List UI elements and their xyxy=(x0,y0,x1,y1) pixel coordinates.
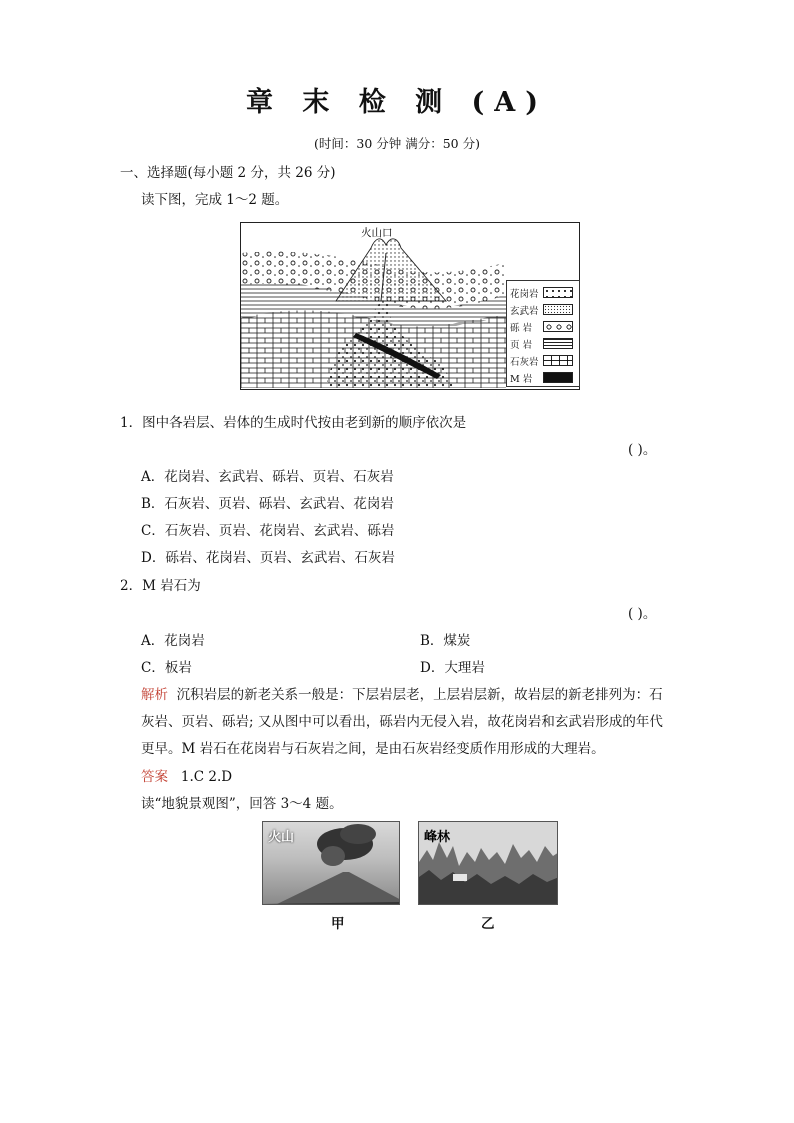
analysis-line: 更早。M 岩石在花岗岩与石灰岩之间，是由石灰岩经变质作用形成的大理岩。 xyxy=(141,741,605,757)
question-1-stem: 1．图中各岩层、岩体的生成时代按由老到新的顺序依次是 xyxy=(120,415,467,431)
legend-label: 砾 岩 xyxy=(510,323,533,334)
legend-label: 花岗岩 xyxy=(510,289,539,300)
answer-value: 1.C 2.D xyxy=(180,769,233,785)
photo-label: 火山 xyxy=(268,830,295,845)
volcano-photo xyxy=(262,821,400,905)
photo-caption: 乙 xyxy=(481,916,495,932)
exam-info: (时间：30 分钟 满分：50 分) xyxy=(314,136,480,151)
option: A．花岗岩 xyxy=(141,633,205,649)
geology-diagram xyxy=(240,222,580,390)
photo-caption: 甲 xyxy=(331,916,345,932)
legend-swatch-shale xyxy=(543,338,573,349)
option: A．花岗岩、玄武岩、砾岩、页岩、石灰岩 xyxy=(141,469,394,485)
answer-bracket: ( )。 xyxy=(628,606,657,622)
stone-forest-photo xyxy=(418,821,558,905)
legend-swatch-basalt xyxy=(543,304,573,315)
option: D．砾岩、花岗岩、页岩、玄武岩、石灰岩 xyxy=(141,550,395,566)
answer-line xyxy=(141,765,232,785)
legend-label: 页 岩 xyxy=(510,340,533,351)
legend xyxy=(506,280,580,387)
section-intro: 读“地貌景观图”，回答 3～4 题。 xyxy=(141,796,343,812)
photo-label: 峰林 xyxy=(424,830,451,845)
analysis-label: 解析 xyxy=(141,687,168,703)
option: C．石灰岩、页岩、花岗岩、玄武岩、砾岩 xyxy=(141,523,395,539)
analysis-line: 灰岩、页岩、砾岩; 又从图中可以看出，砾岩内无侵入岩，故花岗岩和玄武岩形成的年代 xyxy=(141,714,663,730)
section-intro: 读下图，完成 1～2 题。 xyxy=(141,192,289,208)
option: D．大理岩 xyxy=(420,660,485,676)
legend-swatch-limestone xyxy=(543,355,573,366)
legend-swatch-granite xyxy=(543,287,573,298)
answer-bracket: ( )。 xyxy=(628,442,657,458)
option: C．板岩 xyxy=(141,660,192,676)
analysis-line: 沉积岩层的新老关系一般是：下层岩层老，上层岩层新，故岩层的新老排列为：石 xyxy=(176,687,663,703)
legend-swatch-m-rock xyxy=(543,372,573,383)
section-heading: 一、选择题(每小题 2 分，共 26 分) xyxy=(120,165,336,181)
option: B．石灰岩、页岩、砾岩、玄武岩、花岗岩 xyxy=(141,496,394,512)
answer-label: 答案 xyxy=(141,769,168,785)
option: B．煤炭 xyxy=(420,633,471,649)
legend-label: 石灰岩 xyxy=(510,357,539,368)
legend-label: 玄武岩 xyxy=(510,306,539,317)
legend-swatch-conglomerate xyxy=(543,321,573,332)
volcano-label: 火山口 xyxy=(361,228,393,239)
question-2-stem: 2．M 岩石为 xyxy=(120,578,201,594)
analysis-paragraph xyxy=(141,683,663,703)
legend-label: M 岩 xyxy=(510,374,533,385)
page-title: 章 末 检 测 (A) xyxy=(245,87,549,118)
